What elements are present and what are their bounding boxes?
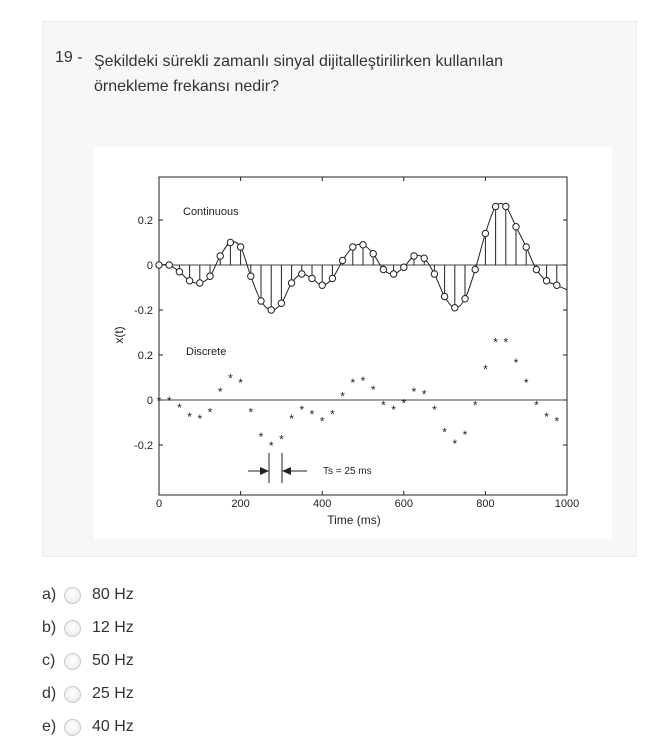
ts-label: Ts = 25 ms — [323, 466, 372, 477]
question-box — [42, 21, 637, 557]
sample-circle — [503, 203, 509, 209]
discrete-sample-point: * — [289, 412, 294, 426]
discrete-sample-point: * — [452, 436, 458, 451]
discrete-sample-point: * — [350, 376, 356, 390]
sample-circle — [421, 255, 427, 261]
discrete-sample-point: * — [534, 398, 539, 413]
sample-circle — [278, 300, 284, 306]
discrete-sample-point: * — [462, 427, 468, 442]
x-tick-label: 200 — [231, 498, 250, 510]
continuous-label: Continuous — [183, 206, 239, 218]
x-axis-label: Time (ms) — [327, 513, 381, 527]
choice-letter: c) — [42, 652, 56, 669]
sample-circle — [258, 298, 264, 304]
choice-letter: a) — [42, 586, 57, 603]
discrete-sample-point: * — [411, 385, 417, 399]
sample-circle — [492, 203, 498, 209]
discrete-sample-point: * — [493, 335, 498, 350]
ts-arrow-left-head — [260, 467, 269, 475]
sample-circle — [207, 273, 213, 279]
upper-y-tick-label: -0.2 — [134, 305, 153, 317]
discrete-sample-point: * — [370, 382, 376, 397]
choice-label: 12 Hz — [92, 619, 134, 636]
sample-circle — [554, 282, 560, 288]
sample-circle — [462, 296, 468, 302]
choice-b[interactable] — [42, 616, 242, 642]
x-tick-label: 600 — [394, 498, 413, 510]
discrete-sample-point: * — [279, 432, 284, 447]
discrete-sample-point: * — [472, 398, 478, 413]
discrete-sample-point: * — [217, 385, 223, 399]
lower-y-tick-label: -0.2 — [134, 440, 153, 452]
sample-circle — [472, 266, 478, 272]
discrete-sample-point: * — [523, 376, 529, 390]
discrete-sample-point: * — [207, 405, 213, 420]
sample-circle — [339, 257, 345, 263]
question-number: 19 - — [55, 49, 83, 66]
sample-circle — [156, 262, 162, 268]
sample-circle — [360, 242, 366, 248]
discrete-sample-point: * — [554, 414, 560, 429]
discrete-sample-point: * — [197, 412, 203, 426]
sample-circle — [482, 230, 488, 236]
question-text — [94, 49, 574, 99]
discrete-sample-point: * — [401, 396, 407, 411]
choice-label: 50 Hz — [92, 652, 134, 669]
discrete-sample-point: * — [187, 409, 192, 424]
sample-circle — [533, 266, 539, 272]
choice-letter: e) — [42, 718, 57, 735]
sample-circle — [299, 271, 305, 277]
discrete-sample-point: * — [268, 439, 274, 453]
choice-c[interactable] — [42, 649, 242, 675]
discrete-sample-point: * — [442, 425, 447, 440]
sample-circle — [268, 307, 274, 313]
discrete-sample-point: * — [248, 405, 254, 420]
sample-circle — [350, 244, 356, 250]
radio-button[interactable] — [64, 587, 81, 604]
sample-circle — [390, 271, 396, 277]
x-tick-labels — [156, 498, 579, 510]
sample-circle — [452, 305, 458, 311]
choice-letter: d) — [42, 685, 57, 702]
discrete-sample-point: * — [544, 409, 549, 424]
sample-circle — [401, 264, 407, 270]
discrete-sample-point: * — [513, 355, 519, 370]
discrete-sample-point: * — [258, 430, 264, 444]
upper-y-tick-labels — [134, 215, 153, 317]
radio-button[interactable] — [64, 653, 81, 670]
radio-button[interactable] — [64, 686, 81, 703]
discrete-sample-point: * — [330, 407, 335, 422]
sample-circle — [217, 253, 223, 259]
discrete-sample-point: * — [432, 403, 437, 417]
y-axis-label: x(t) — [112, 326, 126, 344]
upper-y-tick-label: 0.2 — [137, 215, 153, 227]
discrete-sample-point: * — [238, 376, 243, 390]
sample-circle — [227, 239, 233, 245]
sample-circle — [237, 244, 243, 250]
choice-d[interactable] — [42, 682, 242, 708]
choice-e[interactable] — [42, 715, 242, 741]
discrete-sample-point: * — [156, 394, 162, 408]
sample-circle — [248, 273, 254, 279]
choice-label: 40 Hz — [92, 718, 134, 735]
question-text-line1: Şekildeki sürekli zamanlı sinyal dijitalleştirilirken kullanılan — [94, 53, 504, 70]
x-tick-label: 800 — [476, 498, 495, 510]
x-tick-label: 1000 — [554, 498, 580, 510]
sample-circle — [186, 278, 192, 284]
discrete-sample-point: * — [340, 389, 345, 404]
choice-letter: b) — [42, 619, 57, 636]
discrete-sample-point: * — [381, 398, 386, 413]
discrete-sample-point: * — [391, 403, 396, 417]
sample-circle — [431, 271, 437, 277]
discrete-sample-point: * — [503, 335, 509, 350]
choice-label: 80 Hz — [92, 586, 134, 603]
signal-figure — [94, 147, 612, 539]
sample-circle — [411, 253, 417, 259]
sample-circle — [441, 293, 447, 299]
discrete-sample-point: * — [299, 403, 305, 417]
sample-circle — [370, 251, 376, 257]
sample-circle — [319, 282, 325, 288]
x-tick-label: 400 — [313, 498, 332, 510]
lower-y-tick-label: 0.2 — [137, 350, 153, 362]
lower-y-tick-labels — [134, 350, 153, 452]
sample-circle — [380, 266, 386, 272]
sample-circles — [156, 203, 560, 313]
sample-circle — [166, 262, 172, 268]
discrete-sample-point: * — [177, 400, 182, 415]
upper-y-tick-label: 0 — [146, 260, 153, 272]
ts-arrow-right-head — [282, 467, 291, 475]
sample-circle — [288, 280, 294, 286]
discrete-label: Discrete — [186, 346, 227, 358]
sample-circle — [329, 275, 335, 281]
radio-button[interactable] — [64, 620, 81, 637]
sample-circle — [523, 244, 529, 250]
lower-y-tick-label: 0 — [146, 395, 153, 407]
radio-button[interactable] — [64, 719, 81, 736]
discrete-sample-point: * — [360, 373, 366, 388]
discrete-sample-point: * — [309, 407, 315, 422]
sample-circle — [176, 269, 182, 275]
question-text-line2: örnekleme frekansı nedir? — [94, 78, 279, 95]
signal-chart — [94, 147, 612, 539]
discrete-sample-point: * — [319, 414, 325, 429]
x-tick-label: 0 — [155, 498, 163, 510]
discrete-sample-point: * — [421, 387, 427, 402]
choice-label: 25 Hz — [92, 685, 134, 702]
sample-circle — [543, 278, 549, 284]
choice-a[interactable] — [42, 583, 242, 609]
sample-circle — [309, 275, 315, 281]
sample-circle — [197, 280, 203, 286]
discrete-sample-point: * — [228, 371, 233, 386]
discrete-sample-point: * — [166, 394, 172, 408]
discrete-sample-point: * — [483, 362, 488, 377]
sample-circle — [513, 224, 519, 230]
